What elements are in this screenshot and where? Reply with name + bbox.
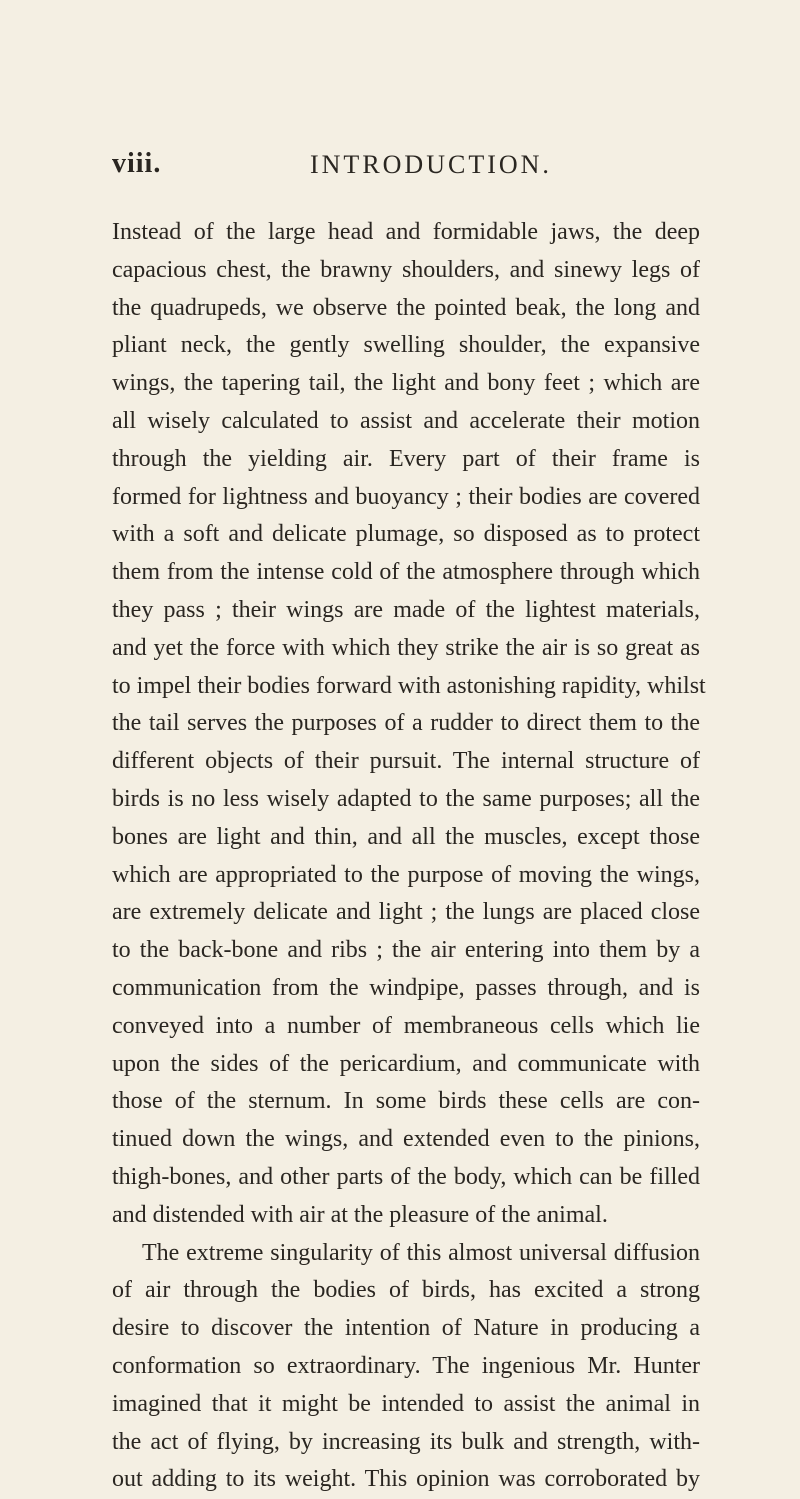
- text-line: formed for lightness and buoyancy ; their bodies are covered: [112, 483, 700, 510]
- text-line: out adding to its weight. This opinion was corroborated by: [112, 1466, 700, 1493]
- text-line: imagined that it might be intended to assist the animal in: [112, 1390, 700, 1417]
- text-line: the quadrupeds, we observe the pointed beak, the long and: [112, 294, 700, 321]
- text-line: thigh-bones, and other parts of the body, which can be filled: [112, 1163, 700, 1190]
- text-line: The extreme singularity of this almost universal diffusion: [142, 1239, 700, 1266]
- text-line: the act of flying, by increasing its bulk and strength, with-: [112, 1428, 700, 1455]
- text-line: Instead of the large head and formidable jaws, the deep: [112, 219, 700, 245]
- text-line: which are appropriated to the purpose of moving the wings,: [112, 861, 700, 888]
- text-line: capacious chest, the brawny shoulders, and sinewy legs of: [112, 256, 700, 283]
- text-line: wings, the tapering tail, the light and bony feet ; which are: [112, 370, 700, 397]
- text-line: all wisely calculated to assist and accelerate their motion: [112, 407, 700, 434]
- running-title: INTRODUCTION.: [310, 150, 552, 179]
- text-line: are extremely delicate and light ; the lungs are placed close: [112, 899, 700, 926]
- running-head: [112, 148, 712, 188]
- text-line: them from the intense cold of the atmosphere through which: [112, 559, 700, 586]
- text-line: of air through the bodies of birds, has excited a strong: [112, 1277, 700, 1304]
- text-line: different objects of their pursuit. The internal structure of: [112, 748, 700, 775]
- text-line: and yet the force with which they strike the air is so great as: [112, 634, 700, 661]
- text-line: communication from the windpipe, passes through, and is: [112, 974, 700, 1001]
- text-line: upon the sides of the pericardium, and communicate with: [112, 1050, 700, 1077]
- text-line: pliant neck, the gently swelling shoulder, the expansive: [112, 332, 700, 359]
- text-line: and distended with air at the pleasure of the animal.: [112, 1201, 608, 1228]
- text-line: tinued down the wings, and extended even to the pinions,: [112, 1126, 700, 1153]
- text-line: birds is no less wisely adapted to the same purposes; all the: [112, 785, 700, 812]
- text-line: desire to discover the intention of Nature in producing a: [112, 1315, 700, 1342]
- text-line: with a soft and delicate plumage, so disposed as to protect: [112, 521, 700, 548]
- body-text: [112, 214, 706, 1499]
- text-line: to the back-bone and ribs ; the air entering into them by a: [112, 937, 700, 964]
- text-line: those of the sternum. In some birds these cells are con-: [112, 1088, 700, 1115]
- text-line: bones are light and thin, and all the muscles, except those: [112, 823, 700, 850]
- text-line: through the yielding air. Every part of their frame is: [112, 445, 700, 472]
- text-line: conformation so extraordinary. The ingenious Mr. Hunter: [112, 1352, 700, 1379]
- text-line: conveyed into a number of membraneous cells which lie: [112, 1012, 700, 1039]
- page-number: viii.: [112, 148, 162, 179]
- text-line: to impel their bodies forward with astonishing rapidity, whilst: [112, 672, 706, 699]
- text-line: the tail serves the purposes of a rudder to direct them to the: [112, 710, 700, 737]
- text-line: they pass ; their wings are made of the lightest materials,: [112, 596, 700, 623]
